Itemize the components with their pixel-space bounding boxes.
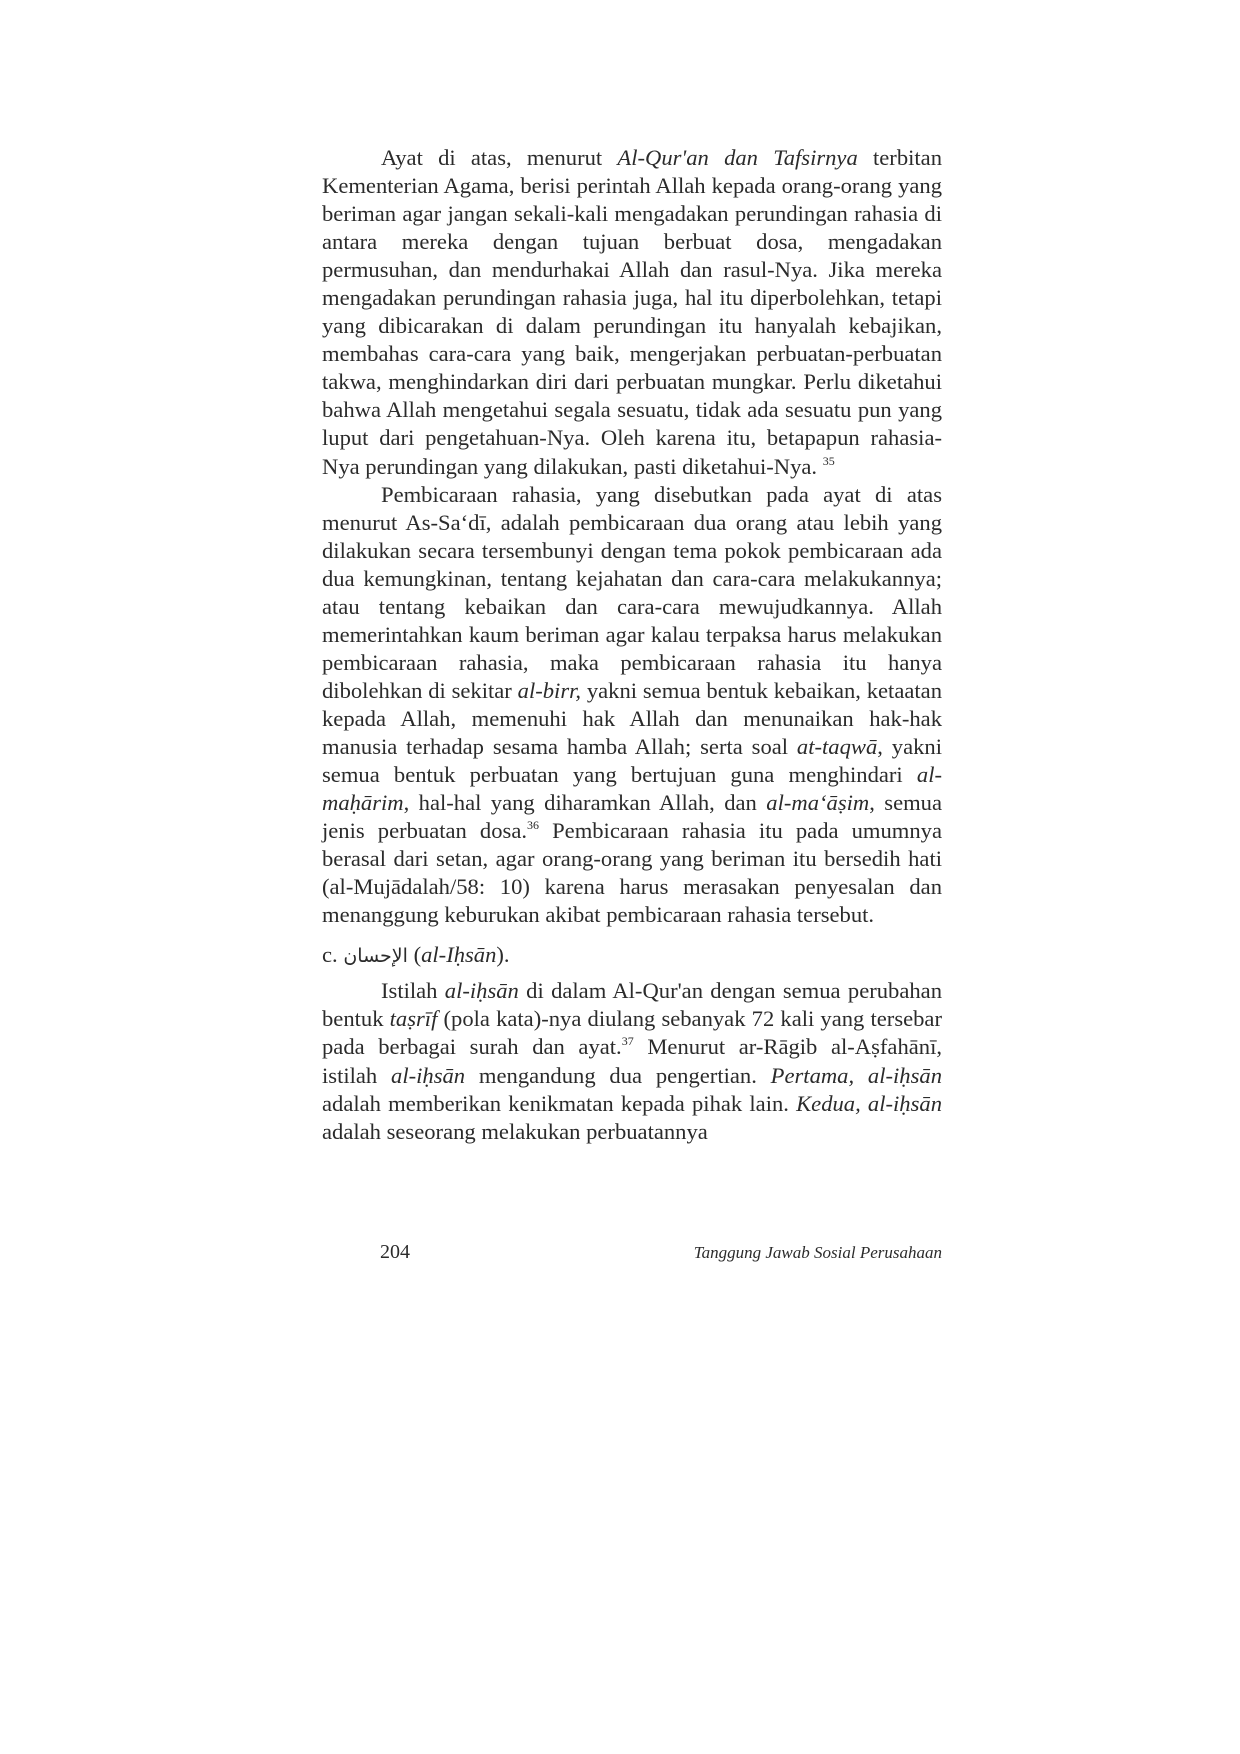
- text-run: , hal-hal yang diharamkan Allah, dan: [403, 790, 767, 816]
- term-pertama: Pertama, al-iḥsān: [770, 1062, 942, 1088]
- section-heading-c: [322, 941, 942, 970]
- term-kedua: Kedua, al-iḥsān: [796, 1090, 942, 1116]
- heading-label: c.: [322, 942, 338, 968]
- paragraph-3: [322, 977, 942, 1145]
- heading-paren-close: ).: [496, 942, 510, 968]
- running-title: Tanggung Jawab Sosial Perusahaan: [693, 1243, 942, 1262]
- text-run: Pembicaraan rahasia, yang disebutkan pada ayat di atas menurut As-Sa‘dī, adalah pembicaraan dua orang atau lebih yang dilakukan secara tersembunyi dengan tema pokok pembicaraan ada dua kemungkinan, tentang kejahatan dan cara-cara melakukannya; atau tentang kebaikan dan cara-cara mewujudkannya. Allah memerintahkan kaum beriman agar kalau terpaksa harus melakukan pembicaraan rahasia, maka pembicaraan rahasia itu hanya dibolehkan di sekitar: [322, 481, 942, 703]
- paragraph-2: [322, 481, 942, 930]
- term-al-maasim: al-ma‘āṣim: [766, 790, 870, 816]
- heading-paren-open: (: [413, 942, 422, 968]
- heading-transliteration: al-Iḥsān: [421, 942, 497, 968]
- text-run: Istilah: [381, 978, 445, 1004]
- text-run: Pembicaraan rahasia itu pada umumnya berasal dari setan, agar orang-orang yang beriman itu bersedih hati (al-Mujādalah/58: 10) karena harus merasakan penyesalan dan menanggung keburukan akibat pembicaraan rahasia tersebut.: [322, 818, 942, 928]
- text-run: adalah memberikan kenikmatan kepada pihak lain.: [322, 1090, 797, 1116]
- term-al-maharim: al-maḥārim: [322, 762, 942, 816]
- text-run: , semua jenis perbuatan dosa.: [322, 790, 942, 844]
- text-run: (pola kata)-nya diulang sebanyak 72 kali yang tersebar pada berbagai surah dan ayat.: [322, 1006, 942, 1060]
- book-title: Al-Qur'an dan Tafsirnya: [617, 145, 858, 170]
- footnote-ref-37: 37: [621, 1034, 634, 1049]
- body-text: [322, 144, 942, 1146]
- term-al-birr: al-birr,: [517, 677, 582, 703]
- text-run: yakni semua bentuk kebaikan, ketaatan kepada Allah, memenuhi hak Allah dan menunaikan hak-hak manusia terhadap sesama hamba Allah; serta soal: [322, 677, 942, 759]
- heading-arabic: الإحسان: [343, 945, 408, 968]
- text-run: mengandung dua pengertian.: [465, 1062, 771, 1088]
- term-at-taqwa: at-taqwā: [796, 733, 878, 759]
- text-run: adalah seseorang melakukan perbuatannya: [322, 1118, 708, 1144]
- paragraph-1: [322, 144, 942, 481]
- term-al-ihsan: al-iḥsān: [444, 978, 519, 1004]
- text-run: , yakni semua bentuk perbuatan yang bertujuan guna menghindari: [322, 733, 942, 788]
- page-number: 204: [380, 1241, 410, 1263]
- text-run: Menurut ar-Rāgib al-Aṣfahānī, istilah: [322, 1034, 942, 1088]
- text-run: terbitan Kementerian Agama, berisi perintah Allah kepada orang-orang yang beriman agar jangan sekali-kali mengadakan perundingan rahasia di antara mereka dengan tujuan berbuat dosa, mengadakan permusuhan, dan mendurhakai Allah dan rasul-Nya. Jika mereka mengadakan perundingan rahasia juga, hal itu diperbolehkan, tetapi yang dibicarakan di dalam perundingan itu hanyalah kebajikan, membahas cara-cara yang baik, mengerjakan perbuatan-perbuatan takwa, menghindarkan diri dari perbuatan mungkar. Perlu diketahui bahwa Allah mengetahui segala sesuatu, tidak ada sesuatu pun yang luput dari pengetahuan-Nya. Oleh karena itu, betapapun rahasia-Nya perundingan yang dilakukan, pasti diketahui-Nya.: [322, 145, 943, 479]
- footnote-ref-36: 36: [527, 818, 539, 833]
- term-al-ihsan: al-iḥsān: [391, 1062, 466, 1088]
- page-footer: [322, 1241, 942, 1264]
- footnote-ref-35: 35: [822, 453, 835, 468]
- text-run: Ayat di atas, menurut: [381, 145, 618, 170]
- term-tasrif: taṣrīf: [389, 1006, 438, 1032]
- text-run: di dalam Al-Qur'an dengan semua perubahan bentuk: [322, 978, 942, 1032]
